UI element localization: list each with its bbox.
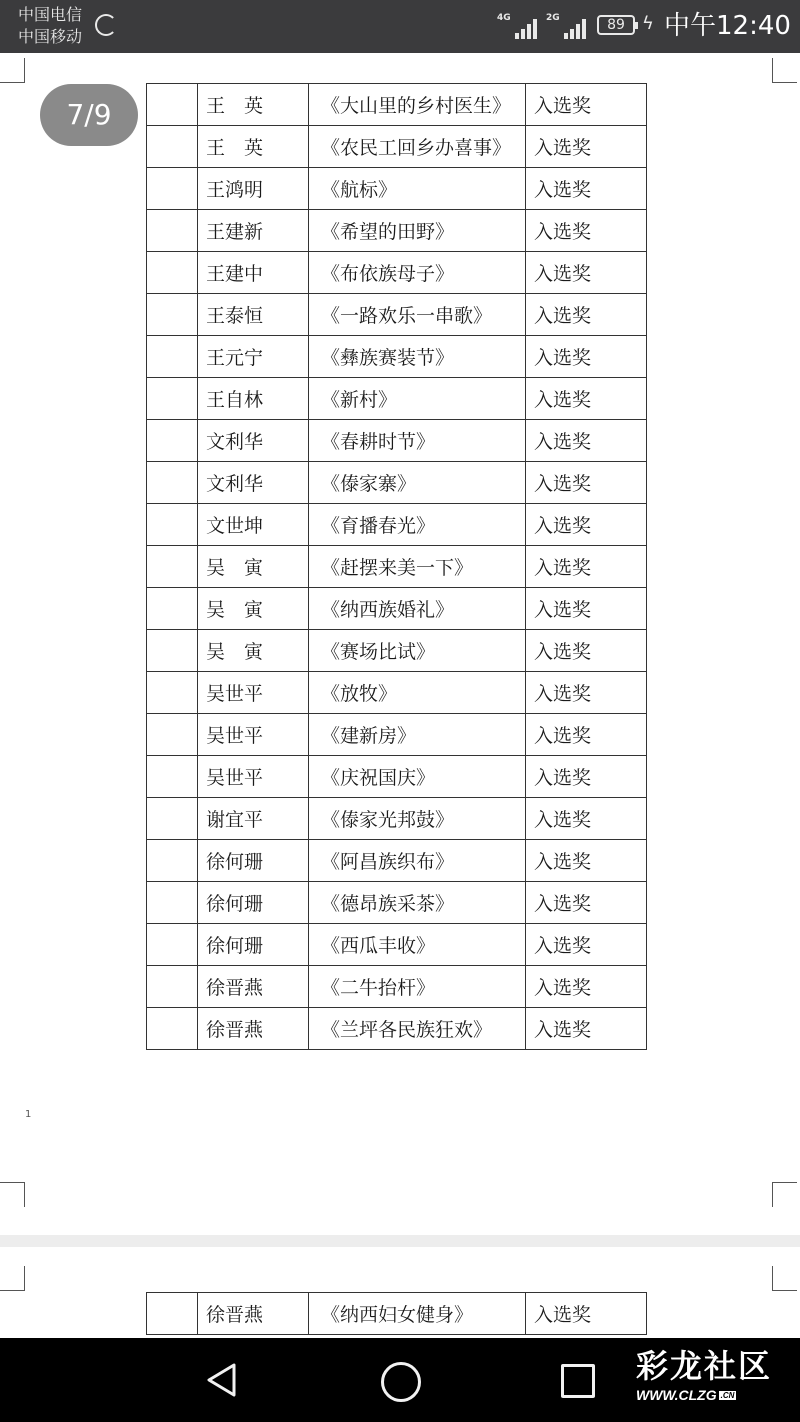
row-blank-cell (147, 168, 198, 210)
author-cell: 文世坤 (198, 504, 309, 546)
author-cell: 王建新 (198, 210, 309, 252)
row-blank-cell (147, 504, 198, 546)
author-cell: 徐何珊 (198, 882, 309, 924)
author-cell: 吴 寅 (198, 546, 309, 588)
table-row (147, 840, 647, 882)
award-cell: 入选奖 (526, 336, 647, 378)
home-icon[interactable] (381, 1362, 421, 1402)
work-title-cell: 《航标》 (309, 168, 526, 210)
row-blank-cell (147, 714, 198, 756)
award-cell: 入选奖 (526, 126, 647, 168)
work-title-cell: 《春耕时节》 (309, 420, 526, 462)
award-cell: 入选奖 (526, 1008, 647, 1050)
status-bar (0, 0, 800, 53)
page-corner-mark (772, 1182, 797, 1207)
network-type-2: 2G (546, 13, 560, 23)
row-blank-cell (147, 1008, 198, 1050)
award-cell: 入选奖 (526, 588, 647, 630)
author-cell: 吴 寅 (198, 588, 309, 630)
table-row (147, 168, 647, 210)
network-type-1: 4G (497, 13, 511, 23)
table-row (147, 294, 647, 336)
author-cell: 徐晋燕 (198, 966, 309, 1008)
carrier-labels (18, 4, 82, 48)
award-cell: 入选奖 (526, 252, 647, 294)
page-corner-mark (0, 1266, 25, 1291)
author-cell: 王鸿明 (198, 168, 309, 210)
row-blank-cell (147, 294, 198, 336)
award-cell: 入选奖 (526, 546, 647, 588)
work-title-cell: 《纳西族婚礼》 (309, 588, 526, 630)
table-row (147, 588, 647, 630)
row-blank-cell (147, 882, 198, 924)
work-title-cell: 《二牛抬杆》 (309, 966, 526, 1008)
signal-icon (497, 13, 537, 39)
back-icon[interactable] (204, 1362, 240, 1398)
work-title-cell: 《赛场比试》 (309, 630, 526, 672)
table-row (147, 924, 647, 966)
author-cell: 王建中 (198, 252, 309, 294)
award-cell: 入选奖 (526, 840, 647, 882)
row-blank-cell (147, 462, 198, 504)
award-cell: 入选奖 (526, 294, 647, 336)
awards-table (146, 83, 647, 1050)
row-blank-cell (147, 756, 198, 798)
author-cell: 王 英 (198, 126, 309, 168)
table-row (147, 378, 647, 420)
row-blank-cell (147, 798, 198, 840)
row-blank-cell (147, 84, 198, 126)
award-cell: 入选奖 (526, 504, 647, 546)
work-title-cell: 《赶摆来美一下》 (309, 546, 526, 588)
table-row (147, 882, 647, 924)
award-cell: 入选奖 (526, 756, 647, 798)
author-cell: 王元宁 (198, 336, 309, 378)
author-cell: 徐何珊 (198, 924, 309, 966)
watermark-url: WWW.CLZG .CN (636, 1387, 735, 1403)
row-blank-cell (147, 672, 198, 714)
author-cell: 王自林 (198, 378, 309, 420)
work-title-cell: 《庆祝国庆》 (309, 756, 526, 798)
work-title-cell: 《育播春光》 (309, 504, 526, 546)
author-cell: 王泰恒 (198, 294, 309, 336)
row-blank-cell (147, 210, 198, 252)
battery-icon (597, 15, 635, 35)
award-cell: 入选奖 (526, 966, 647, 1008)
work-title-cell: 《西瓜丰收》 (309, 924, 526, 966)
work-title-cell: 《希望的田野》 (309, 210, 526, 252)
clock: 中午12:40 (664, 11, 791, 41)
work-title-cell: 《纳西妇女健身》 (309, 1293, 526, 1335)
table-row (147, 798, 647, 840)
page-indicator: 7/9 (40, 84, 138, 146)
table-row (147, 504, 647, 546)
work-title-cell: 《新村》 (309, 378, 526, 420)
work-title-cell: 《一路欢乐一串歌》 (309, 294, 526, 336)
author-cell: 吴世平 (198, 714, 309, 756)
work-title-cell: 《农民工回乡办喜事》 (309, 126, 526, 168)
navigation-bar (0, 1338, 800, 1422)
author-cell: 王 英 (198, 84, 309, 126)
author-cell: 谢宜平 (198, 798, 309, 840)
award-cell: 入选奖 (526, 630, 647, 672)
page-corner-mark (772, 1266, 797, 1291)
row-blank-cell (147, 252, 198, 294)
author-cell: 徐何珊 (198, 840, 309, 882)
carrier-1: 中国电信 (18, 5, 83, 24)
document-viewer[interactable] (0, 53, 800, 1338)
page-corner-mark (772, 58, 797, 83)
table-row (147, 1293, 647, 1335)
row-blank-cell (147, 1293, 198, 1335)
page-footer-number: 1 (25, 1109, 32, 1120)
table-row (147, 462, 647, 504)
author-cell: 吴世平 (198, 672, 309, 714)
author-cell: 文利华 (198, 462, 309, 504)
awards-table-continued (146, 1292, 647, 1335)
battery-level: 89 (607, 17, 625, 33)
award-cell: 入选奖 (526, 420, 647, 462)
table-row (147, 966, 647, 1008)
work-title-cell: 《彝族赛装节》 (309, 336, 526, 378)
row-blank-cell (147, 966, 198, 1008)
row-blank-cell (147, 336, 198, 378)
award-cell: 入选奖 (526, 462, 647, 504)
author-cell: 吴 寅 (198, 630, 309, 672)
table-row (147, 336, 647, 378)
work-title-cell: 《建新房》 (309, 714, 526, 756)
page-separator (0, 1235, 800, 1247)
work-title-cell: 《兰坪各民族狂欢》 (309, 1008, 526, 1050)
award-cell: 入选奖 (526, 1293, 647, 1335)
work-title-cell: 《傣家光邦鼓》 (309, 798, 526, 840)
author-cell: 吴世平 (198, 756, 309, 798)
watermark-suffix: .CN (720, 1391, 735, 1401)
watermark-title: 彩龙社区 (636, 1347, 773, 1385)
row-blank-cell (147, 378, 198, 420)
award-cell: 入选奖 (526, 210, 647, 252)
table-row (147, 546, 647, 588)
award-cell: 入选奖 (526, 798, 647, 840)
author-cell: 文利华 (198, 420, 309, 462)
award-cell: 入选奖 (526, 84, 647, 126)
row-blank-cell (147, 126, 198, 168)
table-row (147, 210, 647, 252)
table-row (147, 420, 647, 462)
row-blank-cell (147, 546, 198, 588)
page-corner-mark (0, 1182, 25, 1207)
author-cell: 徐晋燕 (198, 1293, 309, 1335)
author-cell: 徐晋燕 (198, 1008, 309, 1050)
signal-icon (546, 13, 586, 39)
award-cell: 入选奖 (526, 378, 647, 420)
table-row (147, 1008, 647, 1050)
award-cell: 入选奖 (526, 672, 647, 714)
award-cell: 入选奖 (526, 882, 647, 924)
table-row (147, 630, 647, 672)
row-blank-cell (147, 420, 198, 462)
work-title-cell: 《傣家寨》 (309, 462, 526, 504)
work-title-cell: 《大山里的乡村医生》 (309, 84, 526, 126)
table-row (147, 126, 647, 168)
table-row (147, 84, 647, 126)
page-corner-mark (0, 58, 25, 83)
work-title-cell: 《放牧》 (309, 672, 526, 714)
table-row (147, 714, 647, 756)
work-title-cell: 《阿昌族织布》 (309, 840, 526, 882)
charging-bolt-icon: ϟ (642, 13, 654, 34)
carrier-2: 中国移动 (18, 27, 83, 46)
table-row (147, 252, 647, 294)
award-cell: 入选奖 (526, 168, 647, 210)
award-cell: 入选奖 (526, 714, 647, 756)
loading-spinner-icon (95, 14, 117, 36)
recent-apps-icon[interactable] (561, 1364, 595, 1398)
award-cell: 入选奖 (526, 924, 647, 966)
table-row (147, 756, 647, 798)
row-blank-cell (147, 588, 198, 630)
row-blank-cell (147, 630, 198, 672)
row-blank-cell (147, 840, 198, 882)
work-title-cell: 《布依族母子》 (309, 252, 526, 294)
row-blank-cell (147, 924, 198, 966)
watermark-logo (636, 1346, 786, 1416)
table-row (147, 672, 647, 714)
work-title-cell: 《德昂族采茶》 (309, 882, 526, 924)
